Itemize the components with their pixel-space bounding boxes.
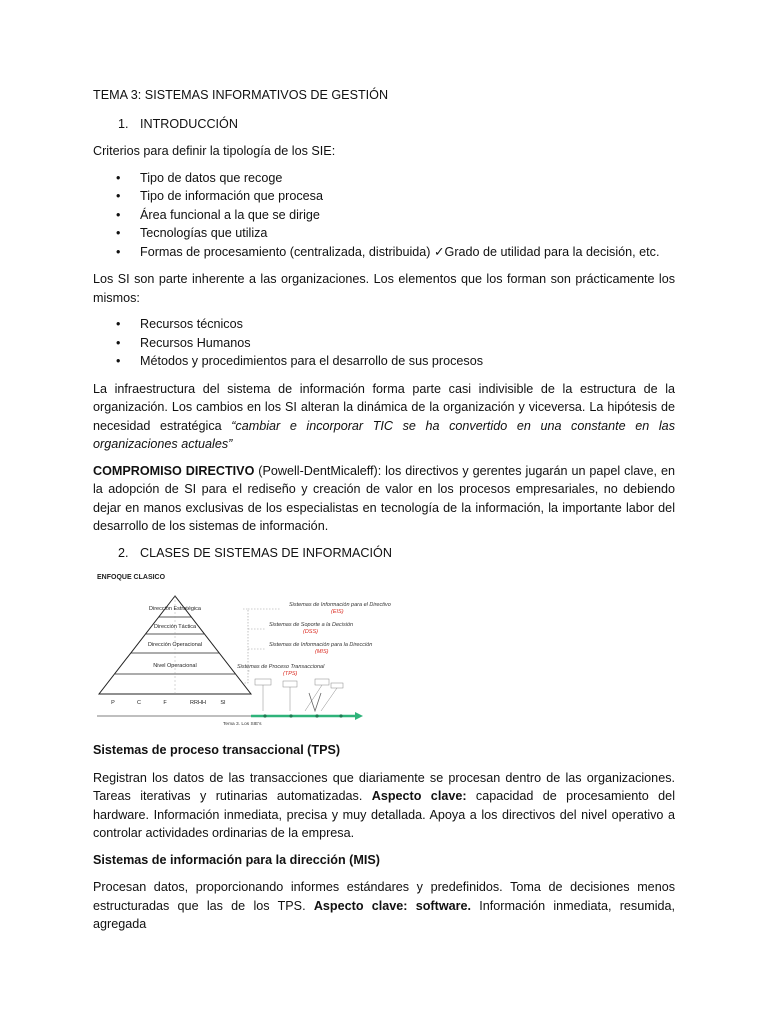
section-title: INTRODUCCIÓN — [140, 116, 238, 131]
pyramid-level-label: Nivel Operacional — [153, 663, 197, 669]
function-label: P — [111, 700, 115, 706]
section-number: 1. — [118, 116, 129, 131]
criteria-list — [93, 169, 675, 262]
si-paragraph: Los SI son parte inherente a las organizaciones. Los elementos que los forman son prácticamente los mismos: — [93, 272, 675, 305]
mis-text: Procesan datos, proporcionando informes estándares y predefinidos. Toma de decisiones menos estructuradas que las de los TPS. — [93, 880, 675, 913]
timeline-marker — [289, 714, 292, 717]
timeline-marker — [263, 714, 266, 717]
diagram-header: ENFOQUE CLASICO — [97, 574, 166, 581]
system-name: Sistemas de Información para la Dirección — [269, 642, 373, 648]
system-name: Sistemas de Información para el Directivo — [289, 602, 391, 608]
compromiso-label: COMPROMISO DIRECTIVO — [93, 463, 255, 478]
tps-text: Registran los datos de las transacciones que diariamente se procesan dentro de las organizaciones. Tareas iterativas y rutinarias automatizadas. — [93, 770, 675, 803]
mini-box — [331, 683, 343, 688]
timeline-marker — [315, 714, 318, 717]
document-title: TEMA 3: SISTEMAS INFORMATIVOS DE GESTIÓN — [93, 88, 389, 102]
criteria-intro: Criterios para definir la tipología de los SIE: — [93, 144, 336, 158]
classic-approach-diagram — [93, 571, 391, 729]
mis-heading: Sistemas de información para la dirección (MIS) — [93, 852, 380, 867]
tps-heading: Sistemas de proceso transaccional (TPS) — [93, 743, 341, 757]
list-item: • Formas de procesamiento (centralizada, distribuida) ✓Grado de utilidad para la decisión, etc. — [93, 243, 675, 262]
mini-box — [283, 681, 297, 687]
pyramid-level-label: Dirección Táctica — [153, 624, 197, 630]
mis-key-label: Aspecto clave: software. — [313, 898, 472, 913]
list-item: • Recursos técnicos — [93, 315, 675, 334]
function-label: SI — [220, 700, 226, 706]
list-item: • Tipo de información que procesa — [93, 187, 675, 206]
system-name: Sistemas de Proceso Transaccional — [237, 664, 325, 670]
document-body — [93, 86, 675, 942]
system-abbr: (EIS) — [331, 609, 344, 615]
compromiso-paragraph — [93, 462, 675, 536]
section-number: 2. — [118, 545, 129, 560]
compromiso-text: (Powell-DentMicaleff): los directivos y gerentes jugarán un papel clave, en la adopción de SI para el rediseño y creación de valor en los procesos empresariales, no debiendo dejar en manos exclusivas de los especialistas en tecnología de la información, la importante labor del desarrollo de los sistemas de información. — [93, 463, 675, 533]
mini-box — [315, 679, 329, 685]
pyramid-level-label: Dirección Operacional — [147, 642, 203, 648]
pyramid-level-label: Dirección Estratégica — [149, 606, 201, 612]
timeline-marker — [339, 714, 342, 717]
function-label: C — [137, 700, 141, 706]
section-title: CLASES DE SISTEMAS DE INFORMACIÓN — [140, 545, 392, 560]
system-label-mis — [269, 642, 372, 655]
infrastructure-paragraph — [93, 380, 675, 454]
mini-arrows — [263, 685, 337, 711]
system-abbr: (TPS) — [283, 671, 298, 677]
infrastructure-text: La infraestructura del sistema de información forma parte casi indivisible de la estructura de la organización. Los cambios en los SI alteran la dinámica de la organización y viceversa. La hipótesis de necesidad estratégica — [93, 381, 675, 433]
tps-paragraph — [93, 769, 675, 843]
strategic-quote: “cambiar e incorporar TIC se ha convertido en una constante en las organizaciones actuales” — [93, 418, 675, 451]
mini-box — [255, 679, 271, 685]
system-abbr: (MIS) — [315, 649, 329, 655]
timeline-arrow-icon — [355, 712, 363, 720]
tps-key-label: Aspecto clave: — [371, 789, 467, 803]
list-item: • Tipo de datos que recoge — [93, 169, 675, 188]
system-label-dss — [269, 622, 353, 635]
mis-paragraph — [93, 878, 675, 934]
function-label: F — [163, 700, 167, 706]
mis-text: Información inmediata, resumida, agregada — [93, 898, 675, 931]
system-label-eis — [289, 602, 391, 615]
section-heading-introduccion — [93, 115, 675, 134]
list-item: • Métodos y procedimientos para el desarrollo de sus procesos — [93, 352, 675, 371]
tps-text: capacidad de procesamiento del hardware. Información inmediata, precisa y muy detallada. Apoya a los directivos del nivel operativo a controlar actividades ordinarias de la empresa. — [93, 789, 675, 840]
system-name: Sistemas de Soporte a la Decisión — [269, 622, 354, 628]
function-label: RRHH — [190, 700, 206, 706]
diagram-caption: Tema 3. Los SIE's — [223, 722, 262, 727]
section-heading-clases — [93, 544, 675, 563]
list-item: • Área funcional a la que se dirige — [93, 206, 675, 225]
list-item: • Recursos Humanos — [93, 334, 675, 353]
elements-list — [93, 315, 675, 371]
system-abbr: (DSS) — [303, 629, 318, 635]
system-bracket — [243, 609, 248, 683]
system-label-tps — [237, 664, 325, 677]
list-item: • Tecnologías que utiliza — [93, 224, 675, 243]
